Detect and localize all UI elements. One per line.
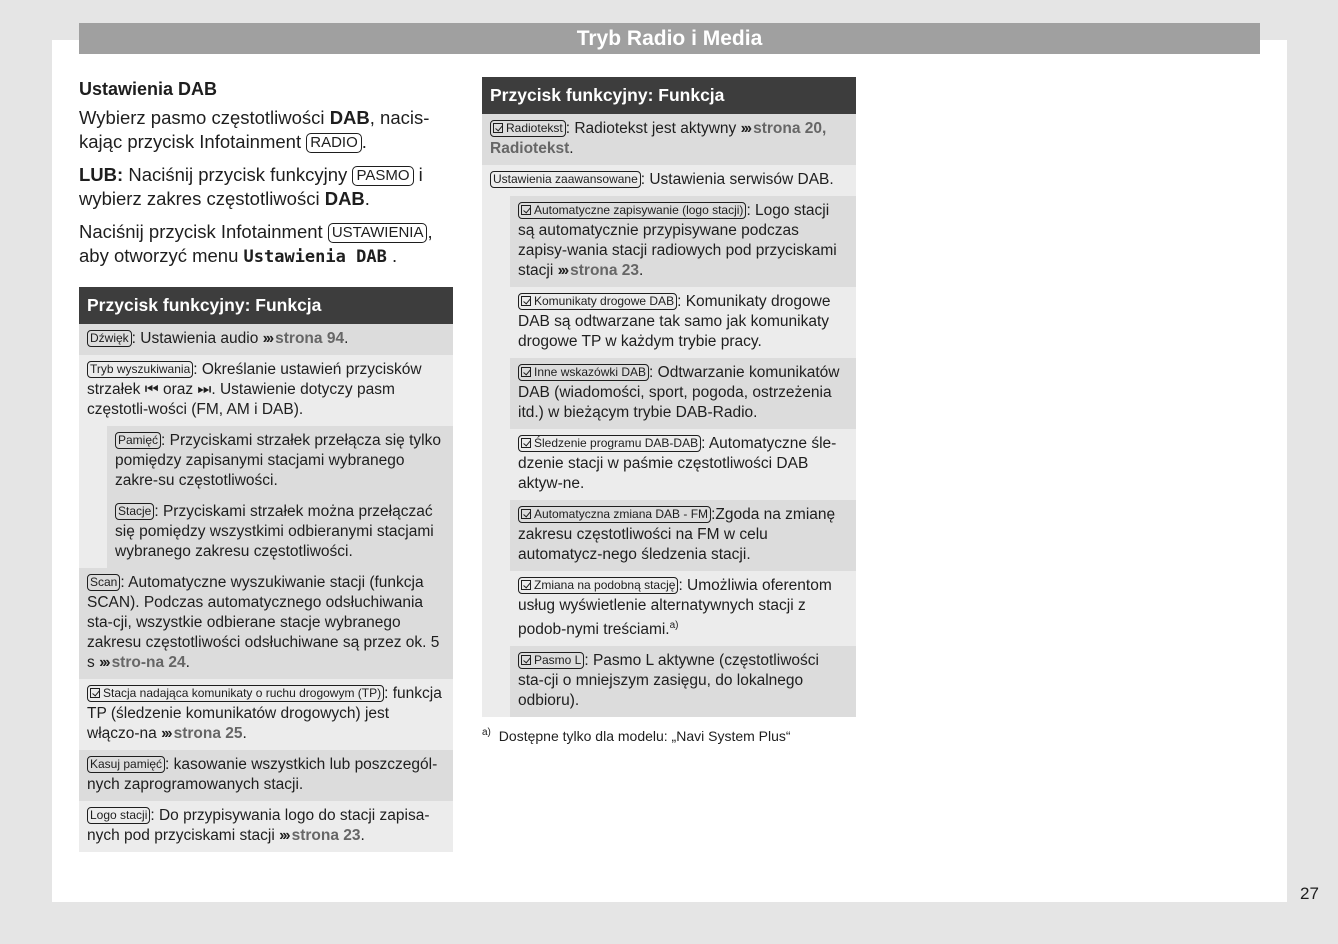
table-row <box>79 679 453 750</box>
arrow-icon: ››› <box>262 330 273 347</box>
table-row <box>79 324 453 355</box>
key-inne-wskazowki-dab <box>518 364 649 381</box>
key-label: Automatyczne zapisywanie (logo stacji) <box>534 203 744 217</box>
row-text: : Odtwarzanie komunikatów DAB (wiadomości, sport, pogoda, ostrzeżenia itd.) w bieżącym trybie DAB-Radio. <box>518 364 840 421</box>
table-header: Przycisk funkcyjny: Funkcja <box>79 287 453 324</box>
key-pasmo-l <box>518 652 584 669</box>
key-dzwiek: Dźwięk <box>87 330 132 347</box>
text-bold: DAB <box>329 107 370 128</box>
row-text: : Automatyczne śle-dzenie stacji w paśmie częstotliwości DAB aktyw-ne. <box>518 435 837 492</box>
section-title: Ustawienia DAB <box>79 79 218 99</box>
row-text: : Ustawienia serwisów DAB. <box>640 171 834 188</box>
left-column <box>79 78 453 852</box>
row-text: : Do przypisywania logo do stacji zapisa-nych pod przyciskami stacji <box>87 807 430 844</box>
text: Wybierz pasmo częstotliwości <box>79 107 330 128</box>
row-text: : Radiotekst jest aktywny <box>565 120 741 137</box>
page-reference: strona 23 <box>570 262 640 279</box>
text: . <box>386 244 398 266</box>
table-row <box>482 571 856 646</box>
paragraph-1 <box>79 106 453 153</box>
key-label: Komunikaty drogowe DAB <box>534 294 675 308</box>
table-row <box>482 114 856 165</box>
key-label: Zmiana na podobną stację <box>534 578 676 592</box>
arrow-icon: ››› <box>557 262 568 279</box>
table-row <box>482 429 856 500</box>
key-logo-stacji: Logo stacji <box>87 807 150 824</box>
key-automatyczne-zapisywanie <box>518 202 746 219</box>
text: , nacis-kając przycisk Infotainment <box>79 107 430 152</box>
row-text: : Przyciskami strzałek można przełączać się pomiędzy wszystkimi odbieranymi stacjami wybranego zakresu częstotliwości. <box>115 503 434 560</box>
key-ustawienia-zaawansowane: Ustawienia zaawansowane <box>490 171 641 188</box>
table-row <box>79 750 453 801</box>
key-komunikaty-drogowe-dab <box>518 293 677 310</box>
footnote <box>482 727 856 744</box>
table-row <box>482 165 856 196</box>
text-bold: DAB <box>324 187 365 209</box>
footnote-mark: a) <box>669 620 679 631</box>
row-text: :Zgoda na zmianę zakresu częstotliwości na FM w celu automatycz-nego śledzenia stacji. <box>518 506 836 563</box>
key-pamiec: Pamięć <box>115 432 161 449</box>
text: . <box>185 654 190 671</box>
arrow-icon: ››› <box>740 120 751 137</box>
page-reference: strona 25 <box>173 725 243 742</box>
table-row <box>79 801 453 852</box>
row-text: : Pasmo L aktywne (częstotliwości sta-cji o mniejszym zasięgu, do lokalnego odbioru). <box>518 652 819 710</box>
table-row <box>79 568 453 679</box>
key-tryb-wyszukiwania: Tryb wyszukiwania <box>87 361 193 378</box>
checkbox-icon <box>521 367 531 377</box>
row-text: : funkcja TP (śledzenie komunikatów drogowych) jest włączo-na <box>87 685 442 742</box>
table-row <box>79 426 453 497</box>
menu-name: Ustawienia DAB <box>243 246 387 267</box>
text: . <box>364 187 370 209</box>
checkbox-icon <box>521 655 531 665</box>
key-stacja-tp <box>87 685 384 702</box>
pasmo-key: PASMO <box>352 166 413 186</box>
checkbox-icon <box>521 580 531 590</box>
text: Naciśnij przycisk funkcyjny <box>123 164 353 185</box>
key-stacje: Stacje <box>115 503 154 520</box>
checkbox-icon <box>521 205 531 215</box>
text: , aby otworzyć menu <box>79 221 433 266</box>
row-text: : Umożliwia oferentom usług wyświetlenie alternatywnych stacji z podob-nymi treściami. <box>518 577 832 639</box>
key-radiotekst <box>490 120 566 137</box>
table-row <box>482 500 856 571</box>
key-label: Śledzenie programu DAB-DAB <box>534 436 699 450</box>
footnote-mark: a) <box>482 727 491 739</box>
row-text: : Określanie ustawień przycisków strzałek ⏮ oraz ⏭. Ustawienie dotyczy pasm częstotli-wości (FM, AM i DAB). <box>87 361 422 418</box>
table-row <box>79 355 453 426</box>
checkbox-icon <box>90 688 100 698</box>
key-kasuj-pamiec: Kasuj pamięć <box>87 756 165 773</box>
chapter-header: Tryb Radio i Media <box>79 23 1260 54</box>
row-text: : Przyciskami strzałek przełącza się tylko pomiędzy zapisanymi stacjami wybranego zakre-su częstotliwości. <box>115 432 441 489</box>
checkbox-icon <box>521 438 531 448</box>
arrow-icon: ››› <box>161 725 171 742</box>
radio-key: RADIO <box>306 133 362 153</box>
arrow-icon: ››› <box>279 827 289 844</box>
key-label: Stacja nadająca komunikaty o ruchu drogowym (TP) <box>103 686 382 700</box>
table-row <box>482 287 856 358</box>
row-text: : Logo stacji są automatycznie przypisywane podczas zapisy-wania stacji radiowych pod przyciskami stacji <box>518 202 837 279</box>
paragraph-2 <box>79 163 453 210</box>
key-label: Radiotekst <box>506 121 563 135</box>
table-row <box>79 497 453 568</box>
text: i wybierz zakres częstotliwości <box>79 164 423 209</box>
checkbox-icon <box>521 296 531 306</box>
row-text: : Komunikaty drogowe DAB są odtwarzane tak samo jak komunikaty drogowe TP w każdym trybie pracy. <box>518 293 831 350</box>
page-number: 27 <box>1300 884 1319 903</box>
page-reference: strona 23 <box>291 827 361 844</box>
paragraph-3 <box>79 220 453 269</box>
key-label: Pasmo L <box>534 653 582 668</box>
key-automatyczna-zmiana <box>518 506 711 523</box>
text: . <box>639 262 644 279</box>
text: . <box>344 330 349 347</box>
row-text: : Ustawienia audio <box>131 330 263 347</box>
row-text: : kasowanie wszystkich lub poszczegól-nych zaprogramowanych stacji. <box>87 756 438 793</box>
page-reference: strona 94 <box>275 330 345 347</box>
key-scan: Scan <box>87 574 120 591</box>
arrow-icon: ››› <box>99 654 109 671</box>
text: . <box>361 130 367 152</box>
text-bold: LUB: <box>79 164 124 185</box>
text: . <box>569 140 574 157</box>
text: Naciśnij przycisk Infotainment <box>79 221 328 242</box>
key-zmiana-na-podobna <box>518 577 678 594</box>
text: . <box>242 725 247 742</box>
table-header: Przycisk funkcyjny: Funkcja <box>482 77 856 114</box>
checkbox-icon <box>521 509 531 519</box>
key-label: Automatyczna zmiana DAB - FM <box>534 507 709 521</box>
row-text: : Automatyczne wyszukiwanie stacji (funkcja SCAN). Podczas automatycznego odsłuchiwania sta-cji, wszystkie odbierane stacje wybranego zakresu częstotliwości odsłuchiwane są przez ok. 5 s <box>87 574 440 671</box>
right-column <box>482 77 856 744</box>
key-sledzenie-programu <box>518 435 701 452</box>
table-row <box>482 646 856 717</box>
ustawienia-key: USTAWIENIA <box>328 223 428 243</box>
page-reference: strona 20, Radiotekst <box>490 120 827 157</box>
text: . <box>360 827 365 844</box>
table-row <box>482 196 856 287</box>
page-reference: stro-na 24 <box>111 654 186 671</box>
checkbox-icon <box>493 123 503 133</box>
table-row <box>482 358 856 429</box>
footnote-text: Dostępne tylko dla modelu: „Navi System Plus“ <box>498 727 791 744</box>
key-label: Inne wskazówki DAB <box>534 365 647 379</box>
